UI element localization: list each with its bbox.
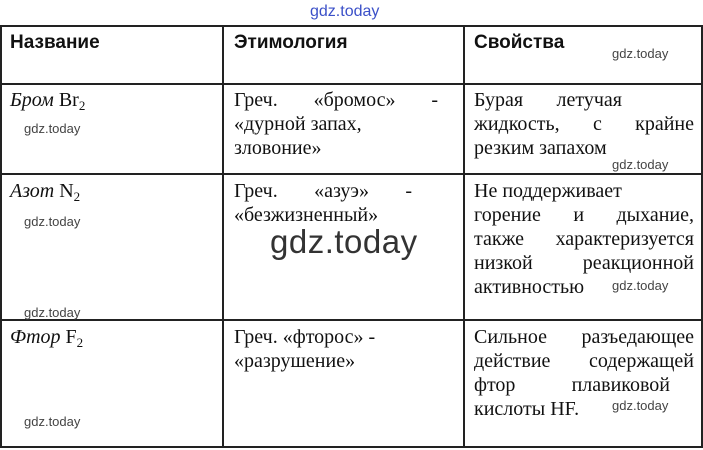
header-properties: Свойства: [474, 32, 565, 53]
row-divider: [0, 319, 703, 321]
element-name: Бром: [10, 89, 54, 111]
etymology-word: «бромос»: [313, 89, 396, 111]
properties-line: также характеризуется: [474, 228, 694, 250]
properties-line: резким запахом: [474, 137, 607, 159]
watermark: gdz.today: [24, 414, 81, 429]
header-name: Название: [10, 32, 100, 53]
element-formula: Br: [58, 89, 79, 111]
properties-line: низкой реакционной: [474, 252, 694, 274]
etymology-dash: -: [431, 89, 438, 111]
element-name: Фтор: [10, 326, 61, 348]
table-border-left: [0, 25, 2, 448]
properties-line: Не поддерживает: [474, 180, 622, 202]
element-formula: N: [59, 180, 74, 202]
row-divider: [0, 83, 703, 85]
etymology-dash: -: [405, 180, 412, 202]
table-border-top: [0, 25, 703, 27]
etymology-word: Греч.: [234, 89, 278, 111]
etymology-line: «разрушение»: [234, 350, 356, 372]
watermark: gdz.today: [612, 157, 669, 172]
element-name: Азот: [10, 180, 55, 202]
etymology-line: Греч. «фторос» -: [234, 326, 376, 348]
watermark: gdz.today: [612, 278, 669, 293]
element-formula: F: [65, 326, 77, 348]
table-row-fluorine-etymology: [234, 325, 412, 373]
etymology-word: Греч.: [234, 180, 278, 202]
row-divider: [0, 173, 703, 175]
watermark: gdz.today: [24, 214, 81, 229]
formula-subscript: 2: [73, 189, 81, 204]
properties-line: активностью: [474, 276, 585, 298]
formula-subscript: 2: [76, 335, 84, 350]
etymology-line: «дурной запах,: [234, 113, 362, 135]
properties-line: Сильное разъедающее: [474, 326, 694, 348]
properties-line: Бурая летучая: [474, 89, 622, 111]
properties-line: фтор плавиковой: [474, 374, 670, 396]
properties-line: жидкость, с крайне: [474, 113, 694, 135]
watermark-center: gdz.today: [270, 223, 418, 260]
formula-subscript: 2: [78, 98, 86, 113]
watermark-top: gdz.today: [310, 3, 380, 20]
table-row-bromine-etymology: [234, 88, 438, 160]
table-row-nitrogen-etymology: [234, 179, 412, 227]
watermark: gdz.today: [612, 46, 669, 61]
properties-line: кислоты HF.: [474, 398, 580, 420]
table-row-nitrogen-name: [10, 179, 80, 203]
table-border-bottom: [0, 446, 703, 448]
column-divider: [222, 25, 224, 448]
etymology-word: «азуэ»: [314, 180, 370, 202]
etymology-line: «безжизненный»: [234, 204, 379, 226]
etymology-line: зловоние»: [234, 137, 322, 159]
table-row-fluorine-name: [10, 325, 83, 349]
column-divider: [463, 25, 465, 448]
properties-line: действие содержащей: [474, 350, 694, 372]
watermark: gdz.today: [612, 398, 669, 413]
table-row-bromine-name: [10, 88, 85, 112]
table-row-bromine-properties: [474, 88, 694, 160]
watermark: gdz.today: [24, 121, 81, 136]
watermark: gdz.today: [24, 305, 81, 320]
header-etymology: Этимология: [234, 32, 348, 53]
properties-line: горение и дыхание,: [474, 204, 694, 226]
